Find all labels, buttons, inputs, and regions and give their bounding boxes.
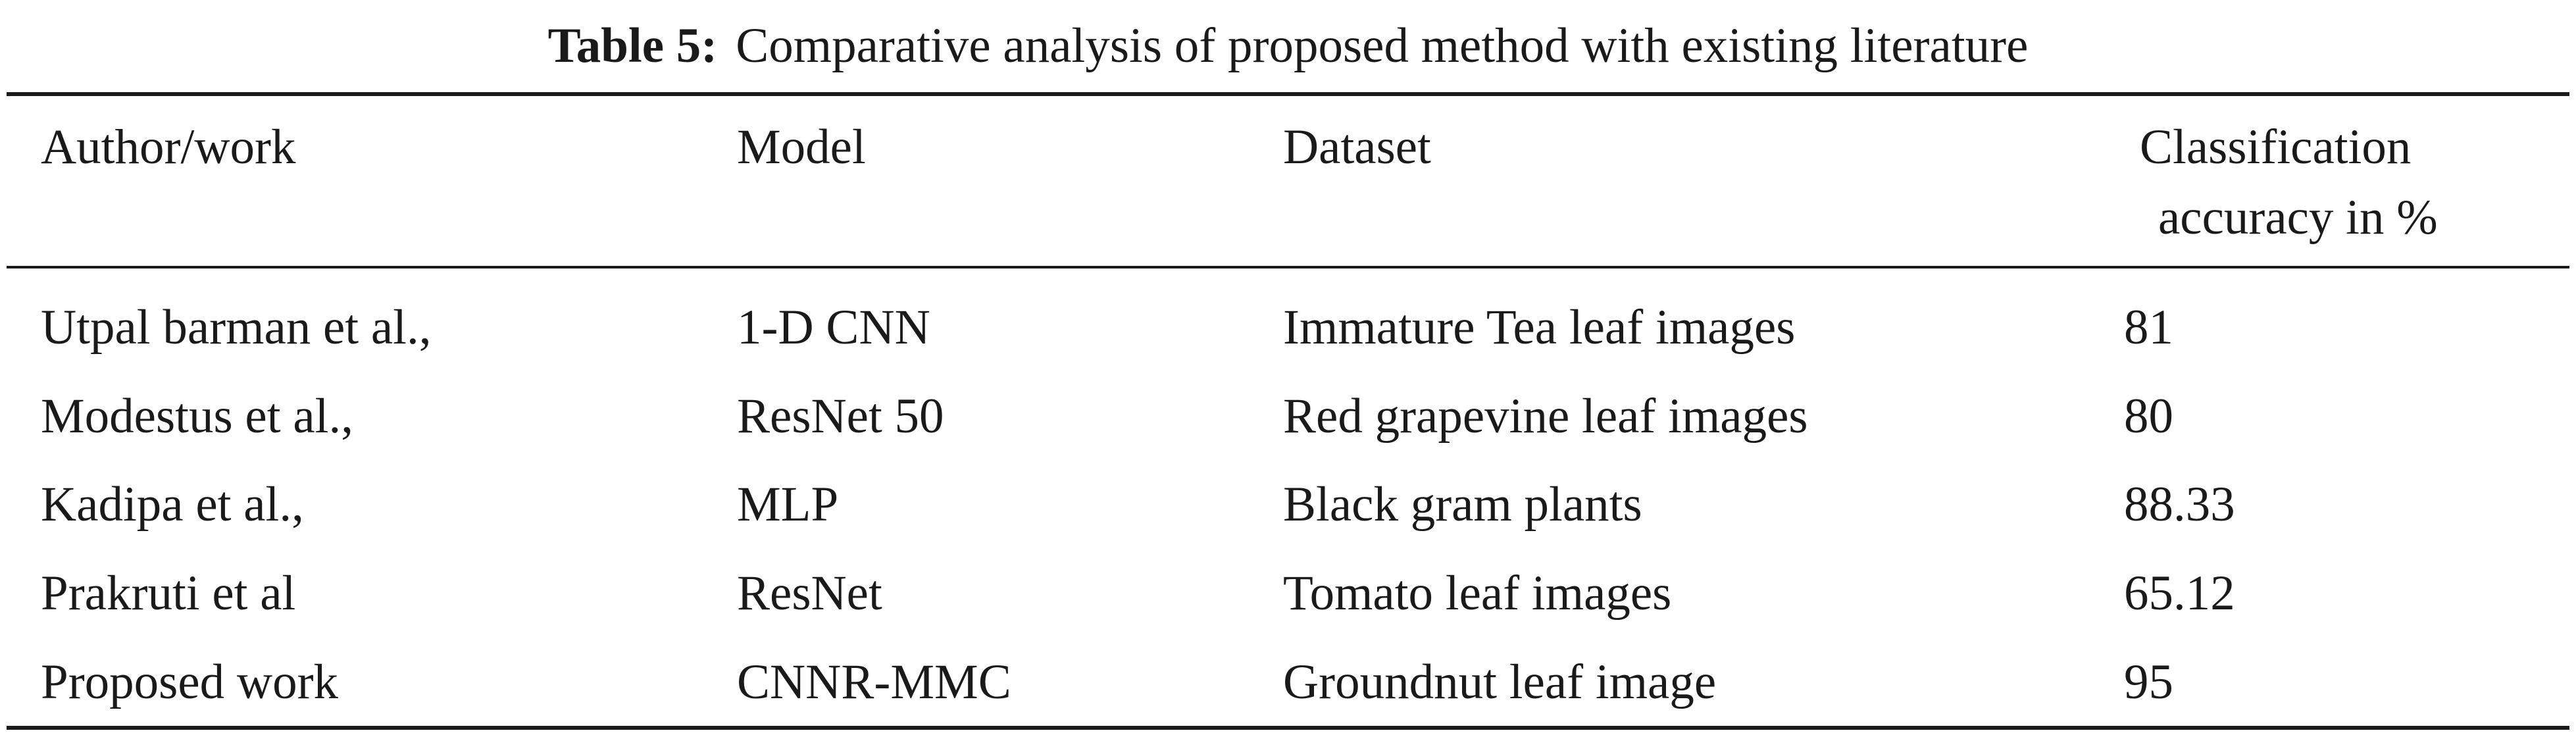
cell-model: ResNet 50 — [737, 389, 944, 444]
cell-accuracy: 65.12 — [2124, 566, 2235, 621]
cell-model: 1-D CNN — [737, 300, 930, 355]
cell-accuracy: 80 — [2124, 389, 2173, 444]
column-header-accuracy-line1: Classification — [2140, 120, 2412, 174]
column-header-dataset: Dataset — [1283, 120, 1431, 174]
cell-author: Proposed work — [41, 655, 339, 709]
cell-accuracy: 95 — [2124, 655, 2173, 709]
cell-model: ResNet — [737, 566, 882, 621]
table-top-rule — [7, 92, 2569, 96]
cell-model: MLP — [737, 477, 839, 532]
cell-author: Kadipa et al., — [41, 477, 304, 532]
cell-model: CNNR-MMC — [737, 655, 1011, 709]
table-caption — [0, 0, 2576, 92]
cell-dataset: Tomato leaf images — [1283, 566, 1672, 621]
cell-accuracy: 81 — [2124, 300, 2173, 355]
cell-author: Prakruti et al — [41, 566, 296, 621]
table-header-rule — [7, 266, 2569, 268]
table-label: Table 5: — [547, 18, 718, 73]
column-header-accuracy — [2140, 112, 2438, 253]
column-header-model: Model — [737, 120, 866, 174]
cell-accuracy: 88.33 — [2124, 477, 2235, 532]
column-header-accuracy-line2: accuracy in % — [2158, 190, 2438, 245]
table-title: Comparative analysis of proposed method with existing literature — [736, 18, 2029, 73]
cell-author: Modestus et al., — [41, 389, 353, 444]
cell-dataset: Black gram plants — [1283, 477, 1642, 532]
cell-author: Utpal barman et al., — [41, 300, 432, 355]
cell-dataset: Groundnut leaf image — [1283, 655, 1717, 709]
cell-dataset: Immature Tea leaf images — [1283, 300, 1796, 355]
column-header-author: Author/work — [41, 120, 296, 174]
table-bottom-rule — [7, 726, 2569, 730]
cell-dataset: Red grapevine leaf images — [1283, 389, 1808, 444]
